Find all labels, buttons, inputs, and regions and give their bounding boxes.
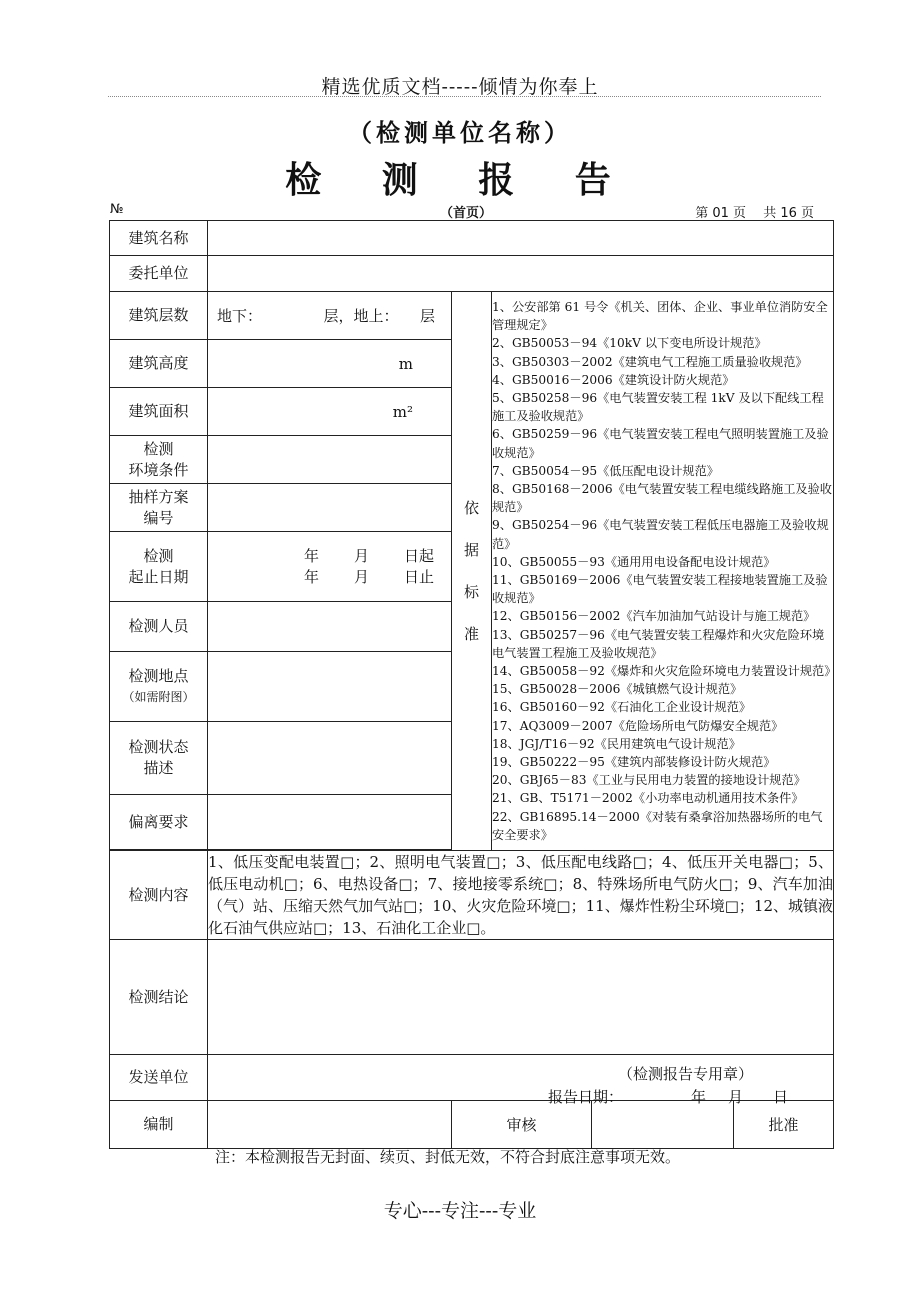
- report-date-year: 年: [691, 1088, 707, 1106]
- height-field[interactable]: [208, 340, 452, 388]
- height-unit: m: [398, 354, 413, 373]
- basis-label-char: 标: [463, 583, 479, 601]
- sampling-field[interactable]: [208, 484, 452, 532]
- standards-list: [492, 292, 837, 851]
- compiled-label: 编制: [110, 1101, 208, 1149]
- page-info: 第 01 页 共 16 页: [695, 206, 814, 221]
- report-number-label: №: [110, 202, 124, 217]
- standard-item: 4、GB50016－2006《建筑设计防火规范》: [492, 372, 735, 387]
- standard-item: 20、GBJ65－83《工业与民用电力装置的接地设计规范》: [492, 773, 806, 788]
- sampling-label-line2: 编号: [143, 508, 174, 527]
- inspectors-field[interactable]: [208, 602, 452, 652]
- standard-item: 18、JGJ/T16－92《民用建筑电气设计规范》: [492, 736, 741, 751]
- date-month: 月: [353, 546, 369, 565]
- standard-item: 9、GB50254－96《电气装置安装工程低压电器施工及验收规范》: [492, 518, 829, 551]
- standard-item: 8、GB50168－2006《电气装置安装工程电缆线路施工及验收规范》: [492, 481, 832, 515]
- date-day-end: 日止: [403, 567, 434, 586]
- inspectors-label: 检测人员: [110, 602, 208, 652]
- floors-unit-label-2: 层: [419, 307, 435, 325]
- standard-item: 3、GB50303－2002《建筑电气工程施工质量验收规范》: [492, 354, 808, 369]
- org-name-title: （检测单位名称）: [348, 119, 572, 147]
- conclusion-label: 检测结论: [110, 940, 208, 1055]
- environment-field[interactable]: [208, 436, 452, 484]
- standard-item: 22、GB16895.14－2000《对装有桑拿浴加热器场所的电气安全要求》: [492, 809, 823, 842]
- standard-item: 2、GB50053－94《10kV 以下变电所设计规范》: [492, 336, 767, 351]
- standard-item: 7、GB50054－95《低压配电设计规范》: [492, 463, 719, 478]
- standard-item: 15、GB50028－2006《城镇燃气设计规范》: [492, 682, 743, 697]
- date-year: 年: [304, 546, 320, 565]
- date-range-label: [110, 532, 208, 602]
- status-label-line1: 检测状态: [128, 738, 189, 756]
- date-year: 年: [304, 567, 320, 586]
- page-footer: 专心---专注---专业: [383, 1200, 537, 1222]
- basis-label-char: 准: [463, 625, 479, 643]
- standard-item: 19、GB50222－95《建筑内部装修设计防火规范》: [492, 755, 776, 770]
- environment-label: [110, 436, 208, 484]
- deviation-field[interactable]: [208, 795, 452, 850]
- standard-item: 1、公安部第 61 号令《机关、团体、企业、事业单位消防安全管理规定》: [492, 299, 828, 333]
- standard-item: 14、GB50058－92《爆炸和火灾危险环境电力装置设计规范》: [492, 664, 837, 679]
- standard-item: 6、GB50259－96《电气装置安装工程电气照明装置施工及验收规范》: [492, 427, 829, 460]
- content-text: 1、低压变配电装置□；2、照明电气装置□；3、低压配电线路□；4、低压开关电器□；5、低压电动机□；6、电热设备□；7、接地接零系统□；8、特殊场所电气防火□；9、汽车加油（气）站、压缩天然气加气站□；10、火灾危险环境□；11、爆炸性粉尘环境□；12、城镇液化石油气供应站□；13、石油化工企业□。: [208, 851, 834, 940]
- report-date-month: 月: [728, 1088, 744, 1106]
- compiled-field[interactable]: [208, 1101, 452, 1149]
- first-page-label: （首页）: [440, 206, 493, 221]
- start-date-line: [304, 546, 434, 567]
- sampling-label: [110, 484, 208, 532]
- date-range-label-line1: 检测: [143, 546, 174, 565]
- status-label: [110, 722, 208, 795]
- standard-item: 5、GB50258－96《电气装置安装工程 1kV 及以下配线工程施工及验收规范》: [492, 390, 824, 424]
- client-field[interactable]: [208, 256, 834, 292]
- basis-label-cell: [452, 292, 492, 851]
- floors-unit-label: 层，地上：: [323, 307, 399, 325]
- environment-label-line1: 检测: [143, 439, 174, 458]
- location-field[interactable]: [208, 652, 452, 722]
- date-day-start: 日起: [403, 546, 434, 565]
- report-form-table: [109, 220, 837, 1149]
- environment-label-line2: 环境条件: [128, 460, 189, 479]
- seal-note: （检测报告专用章）: [618, 1065, 754, 1083]
- status-field[interactable]: [208, 722, 452, 795]
- location-label-text: 检测地点: [128, 666, 189, 685]
- conclusion-field[interactable]: [208, 940, 834, 1106]
- standard-item: 13、GB50257－96《电气装置安装工程爆炸和火灾危险环境电气装置工程施工及验收规范》: [492, 627, 825, 660]
- floors-underground-label: 地下：: [217, 307, 263, 325]
- reviewed-field[interactable]: [592, 1101, 734, 1149]
- area-unit: m²: [392, 402, 413, 421]
- standard-item: 17、AQ3009－2007《危险场所电气防爆安全规范》: [492, 718, 784, 733]
- sampling-label-line1: 抽样方案: [128, 487, 189, 506]
- location-note: （如需附图）: [122, 689, 195, 704]
- footnote: 注：本检测报告无封面、续页、封低无效，不符合封底注意事项无效。: [215, 1148, 681, 1166]
- report-title: 检 测 报 告: [285, 160, 635, 201]
- building-name-label: 建筑名称: [110, 221, 208, 256]
- standard-item: 21、GB、T5171－2002《小功率电动机通用技术条件》: [492, 791, 804, 806]
- header-divider: [108, 96, 821, 97]
- area-label: 建筑面积: [110, 388, 208, 436]
- reviewed-label: 审核: [452, 1101, 592, 1149]
- height-label: 建筑高度: [110, 340, 208, 388]
- deviation-label: 偏离要求: [110, 795, 208, 850]
- end-date-line: [304, 567, 434, 588]
- report-date-day: 日: [773, 1088, 789, 1106]
- report-date: [548, 1086, 798, 1107]
- area-field[interactable]: [208, 388, 452, 436]
- status-label-line2: 描述: [143, 759, 174, 777]
- standard-item: 10、GB50055－93《通用用电设备配电设计规范》: [492, 554, 776, 569]
- date-range-field[interactable]: [208, 532, 452, 602]
- building-name-field[interactable]: [208, 221, 834, 256]
- floors-label: 建筑层数: [110, 292, 208, 340]
- floors-field[interactable]: [208, 292, 452, 340]
- basis-label-char: 据: [463, 541, 479, 559]
- content-label: 检测内容: [110, 851, 208, 940]
- standard-item: 16、GB50160－92《石油化工企业设计规范》: [492, 700, 752, 715]
- recipient-label: 发送单位: [110, 1055, 208, 1101]
- report-date-label: 报告日期：: [548, 1088, 624, 1106]
- approved-label: 批准: [734, 1101, 834, 1149]
- standard-item: 11、GB50169－2006《电气装置安装工程接地装置施工及验收规范》: [492, 573, 828, 606]
- basis-label-char: 依: [463, 499, 479, 517]
- date-range-label-line2: 起止日期: [128, 567, 189, 586]
- report-meta-row: [110, 202, 832, 220]
- location-label: [110, 652, 208, 722]
- date-month: 月: [353, 567, 369, 586]
- standard-item: 12、GB50156－2002《汽车加油加气站设计与施工规范》: [492, 609, 816, 624]
- page-banner: 精选优质文档-----倾情为你奉上: [321, 76, 599, 98]
- client-label: 委托单位: [110, 256, 208, 292]
